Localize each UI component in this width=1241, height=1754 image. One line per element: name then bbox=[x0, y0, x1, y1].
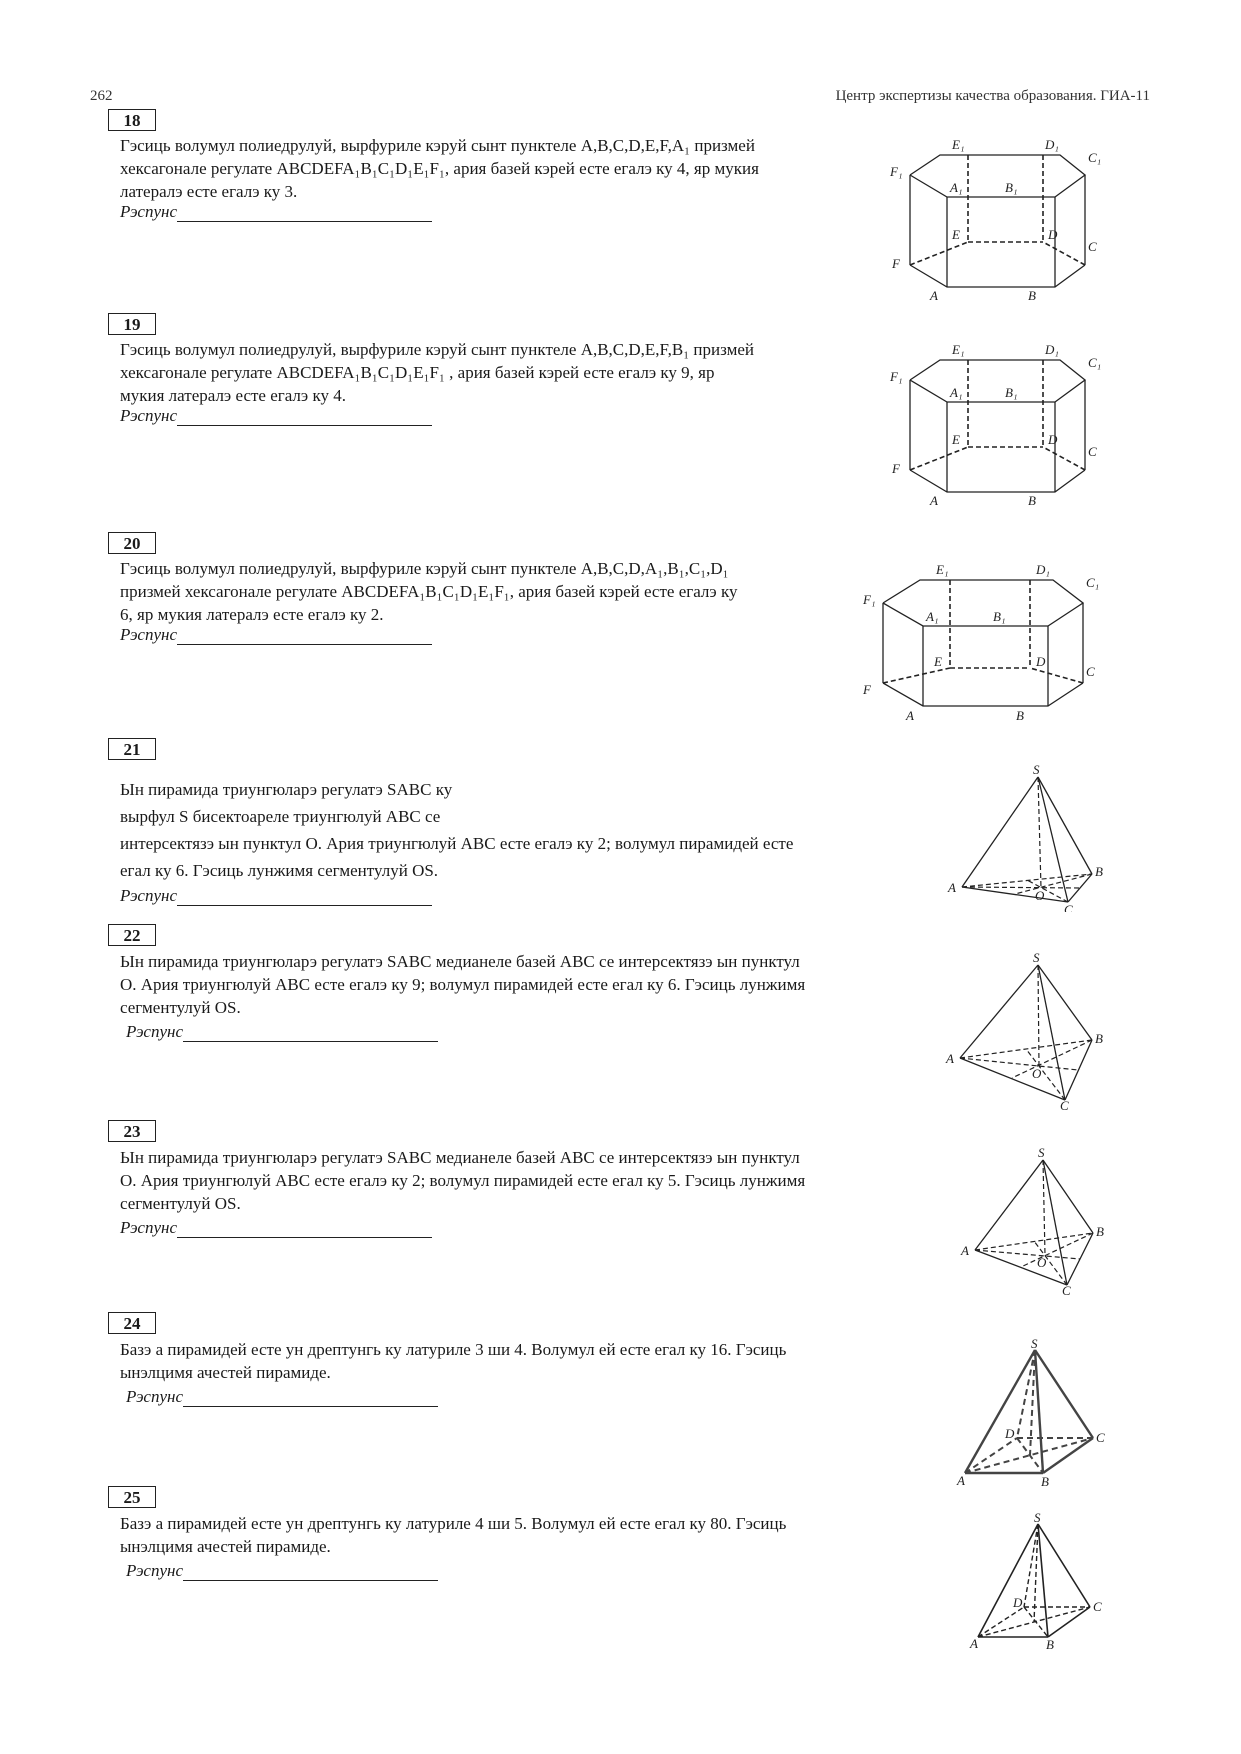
label-E1: E₁ bbox=[936, 562, 949, 577]
answer-label: Рэспунс bbox=[120, 202, 177, 221]
label-B: B bbox=[1028, 288, 1036, 303]
label-D1: D₁ bbox=[1045, 342, 1059, 357]
label-A1: A₁ bbox=[926, 609, 939, 624]
text-line: Гэсиць волумул полиедрулуй, вырфуриле кэруй сынт пунктеле A,B,C,D,E,F,B₁ призмей bbox=[120, 340, 754, 359]
label-B1: B₁ bbox=[993, 609, 1006, 624]
text-line: Гэсиць волумул полиедрулуй, вырфуриле кэруй сынт пунктеле A,B,C,D,E,F,A₁ призмей bbox=[120, 136, 755, 155]
label-C: C bbox=[1096, 1430, 1105, 1445]
label-D1: D₁ bbox=[1036, 562, 1050, 577]
page-number: 262 bbox=[90, 88, 113, 104]
problem-text bbox=[120, 134, 865, 203]
text-line: мукия латералэ есте егалэ ку 4. bbox=[120, 386, 346, 405]
label-C1: C₁ bbox=[1088, 355, 1102, 370]
text-line: Ын пирамида триунгюларэ регулатэ SABC ку bbox=[120, 780, 453, 799]
text-line: интерсектязэ ын пунктул O. Ария триунгюлуй ABC есте егалэ ку 2; волумул пирамидей есте bbox=[120, 834, 794, 853]
label-B1: B₁ bbox=[1005, 385, 1018, 400]
answer-label: Рэспунс bbox=[120, 625, 177, 644]
problem-text bbox=[120, 338, 865, 407]
answer-label: Рэспунс bbox=[120, 406, 177, 425]
answer-label: Рэспунс bbox=[126, 1022, 183, 1041]
label-E: E bbox=[952, 432, 960, 447]
text-line: хексагонале регулате ABCDEFA₁B₁C₁D₁E₁F₁ , ария базей кэрей есте егалэ ку 9, яр bbox=[120, 363, 715, 382]
label-O: O bbox=[1032, 1066, 1042, 1081]
label-C: C bbox=[1088, 239, 1097, 254]
label-S: S bbox=[1038, 1145, 1045, 1160]
label-B: B bbox=[1095, 864, 1103, 879]
answer-line[interactable] bbox=[177, 888, 432, 906]
label-A: A bbox=[906, 708, 914, 723]
triangular-pyramid-figure bbox=[940, 762, 1115, 917]
label-A: A bbox=[948, 880, 956, 895]
answer-line[interactable] bbox=[183, 1024, 438, 1042]
label-F1: F₁ bbox=[890, 164, 903, 179]
label-S: S bbox=[1031, 1338, 1038, 1351]
text-line: ынэлцимя ачестей пирамиде. bbox=[120, 1363, 331, 1382]
label-C: C bbox=[1086, 664, 1095, 679]
answer-line[interactable] bbox=[177, 408, 432, 426]
label-E1: E₁ bbox=[952, 342, 965, 357]
label-C: C bbox=[1088, 444, 1097, 459]
hexagonal-prism-figure bbox=[880, 135, 1110, 310]
label-A: A bbox=[961, 1243, 969, 1258]
label-F: F bbox=[863, 682, 871, 697]
answer-field[interactable] bbox=[120, 202, 432, 222]
problem-text bbox=[120, 1146, 955, 1215]
hexagonal-prism-figure bbox=[880, 340, 1110, 515]
answer-field[interactable] bbox=[126, 1387, 438, 1407]
label-F: F bbox=[892, 256, 900, 271]
problem-text bbox=[120, 776, 940, 884]
answer-field[interactable] bbox=[126, 1022, 438, 1042]
text-line: Ын пирамида триунгюларэ регулатэ SABC медианеле базей ABC се интерсектязэ ын пунктул bbox=[120, 952, 800, 971]
text-line: О. Ария триунгюлуй ABC есте егалэ ку 2; волумул пирамидей есте егал ку 5. Гэсиць лунжимя bbox=[120, 1171, 806, 1190]
quadrilateral-pyramid-figure bbox=[960, 1512, 1110, 1657]
label-C1: C₁ bbox=[1088, 150, 1102, 165]
answer-label: Рэспунс bbox=[126, 1561, 183, 1580]
label-E1: E₁ bbox=[952, 137, 965, 152]
answer-line[interactable] bbox=[177, 204, 432, 222]
answer-line[interactable] bbox=[183, 1563, 438, 1581]
problem-text bbox=[120, 1512, 955, 1558]
problem-number: 19 bbox=[108, 313, 156, 335]
label-B1: B₁ bbox=[1005, 180, 1018, 195]
label-S: S bbox=[1033, 950, 1040, 965]
label-C: C bbox=[1064, 902, 1073, 912]
label-D: D bbox=[1013, 1595, 1023, 1610]
label-D1: D₁ bbox=[1045, 137, 1059, 152]
text-line: сегментулуй OS. bbox=[120, 998, 241, 1017]
problem-number: 22 bbox=[108, 924, 156, 946]
answer-field[interactable] bbox=[126, 1561, 438, 1581]
text-line: сегментулуй OS. bbox=[120, 1194, 241, 1213]
label-B: B bbox=[1095, 1031, 1103, 1046]
label-S: S bbox=[1033, 762, 1040, 777]
label-B: B bbox=[1016, 708, 1024, 723]
label-O: O bbox=[1035, 888, 1045, 903]
quadrilateral-pyramid-figure bbox=[945, 1338, 1110, 1493]
answer-field[interactable] bbox=[120, 886, 432, 906]
label-A1: A₁ bbox=[950, 385, 963, 400]
label-C1: C₁ bbox=[1086, 575, 1100, 590]
text-line: латералэ есте егалэ ку 3. bbox=[120, 182, 298, 201]
label-B: B bbox=[1028, 493, 1036, 508]
answer-field[interactable] bbox=[120, 406, 432, 426]
text-line: Ын пирамида триунгюларэ регулатэ SABC медианеле базей ABC се интерсектязэ ын пунктул bbox=[120, 1148, 800, 1167]
answer-field[interactable] bbox=[120, 1218, 432, 1238]
label-A: A bbox=[930, 493, 938, 508]
label-B: B bbox=[1096, 1224, 1104, 1239]
answer-label: Рэспунс bbox=[120, 886, 177, 905]
problem-number: 25 bbox=[108, 1486, 156, 1508]
text-line: хексагонале регулате ABCDEFA₁B₁C₁D₁E₁F₁, ария базей кэрей есте егалэ ку 4, яр мукия bbox=[120, 159, 759, 178]
problem-text bbox=[120, 950, 955, 1019]
label-E: E bbox=[934, 654, 942, 669]
text-line: Гэсиць волумул полиедрулуй, вырфуриле кэруй сынт пунктеле A,B,C,D,A₁,B₁,C₁,D₁ bbox=[120, 559, 729, 578]
text-line: вырфул S бисектоареле триунгюлуй ABC се bbox=[120, 807, 441, 826]
label-C: C bbox=[1062, 1283, 1071, 1295]
problem-number: 21 bbox=[108, 738, 156, 760]
label-B: B bbox=[1041, 1474, 1049, 1488]
answer-line[interactable] bbox=[177, 627, 432, 645]
triangular-pyramid-figure bbox=[955, 1145, 1115, 1300]
text-line: 6, яр мукия латералэ есте егалэ ку 2. bbox=[120, 605, 384, 624]
label-D: D bbox=[1005, 1426, 1015, 1441]
text-line: Базэ а пирамидей есте ун дрептунгь ку латуриле 3 ши 4. Волумул ей есте егал ку 16. Гэсиць bbox=[120, 1340, 787, 1359]
problem-number: 23 bbox=[108, 1120, 156, 1142]
text-line: О. Ария триунгюлуй ABC есте егалэ ку 9; волумул пирамидей есте егал ку 6. Гэсиць лунжимя bbox=[120, 975, 806, 994]
problem-text bbox=[120, 557, 840, 626]
label-B: B bbox=[1046, 1637, 1054, 1652]
label-C: C bbox=[1093, 1599, 1102, 1614]
label-A: A bbox=[970, 1636, 978, 1651]
text-line: призмей хексагонале регулате ABCDEFA₁B₁C₁D₁E₁F₁, ария базей кэрей есте егалэ ку bbox=[120, 582, 738, 601]
label-O: O bbox=[1037, 1255, 1047, 1270]
label-D: D bbox=[1048, 227, 1058, 242]
label-F: F bbox=[892, 461, 900, 476]
page-header bbox=[90, 88, 1150, 108]
answer-label: Рэспунс bbox=[126, 1387, 183, 1406]
problem-number: 20 bbox=[108, 532, 156, 554]
triangular-pyramid-figure bbox=[940, 950, 1115, 1115]
answer-field[interactable] bbox=[120, 625, 432, 645]
answer-line[interactable] bbox=[177, 1220, 432, 1238]
hexagonal-prism-figure bbox=[858, 558, 1108, 733]
label-F1: F₁ bbox=[890, 369, 903, 384]
problem-text bbox=[120, 1338, 955, 1384]
answer-label: Рэспунс bbox=[120, 1218, 177, 1237]
label-D: D bbox=[1048, 432, 1058, 447]
answer-line[interactable] bbox=[183, 1389, 438, 1407]
label-C: C bbox=[1060, 1098, 1069, 1110]
text-line: Базэ а пирамидей есте ун дрептунгь ку латуриле 4 ши 5. Волумул ей есте егал ку 80. Гэсиць bbox=[120, 1514, 787, 1533]
label-E: E bbox=[952, 227, 960, 242]
label-A: A bbox=[957, 1473, 965, 1488]
header-title: Центр экспертизы качества образования. ГИА-11 bbox=[835, 88, 1150, 104]
text-line: егал ку 6. Гэсиць лунжимя сегментулуй OS. bbox=[120, 861, 439, 880]
label-A1: A₁ bbox=[950, 180, 963, 195]
label-A: A bbox=[946, 1051, 954, 1066]
problem-number: 24 bbox=[108, 1312, 156, 1334]
problem-number: 18 bbox=[108, 109, 156, 131]
label-S: S bbox=[1034, 1512, 1041, 1525]
label-A: A bbox=[930, 288, 938, 303]
text-line: ынэлцимя ачестей пирамиде. bbox=[120, 1537, 331, 1556]
label-F1: F₁ bbox=[863, 592, 876, 607]
label-D: D bbox=[1036, 654, 1046, 669]
